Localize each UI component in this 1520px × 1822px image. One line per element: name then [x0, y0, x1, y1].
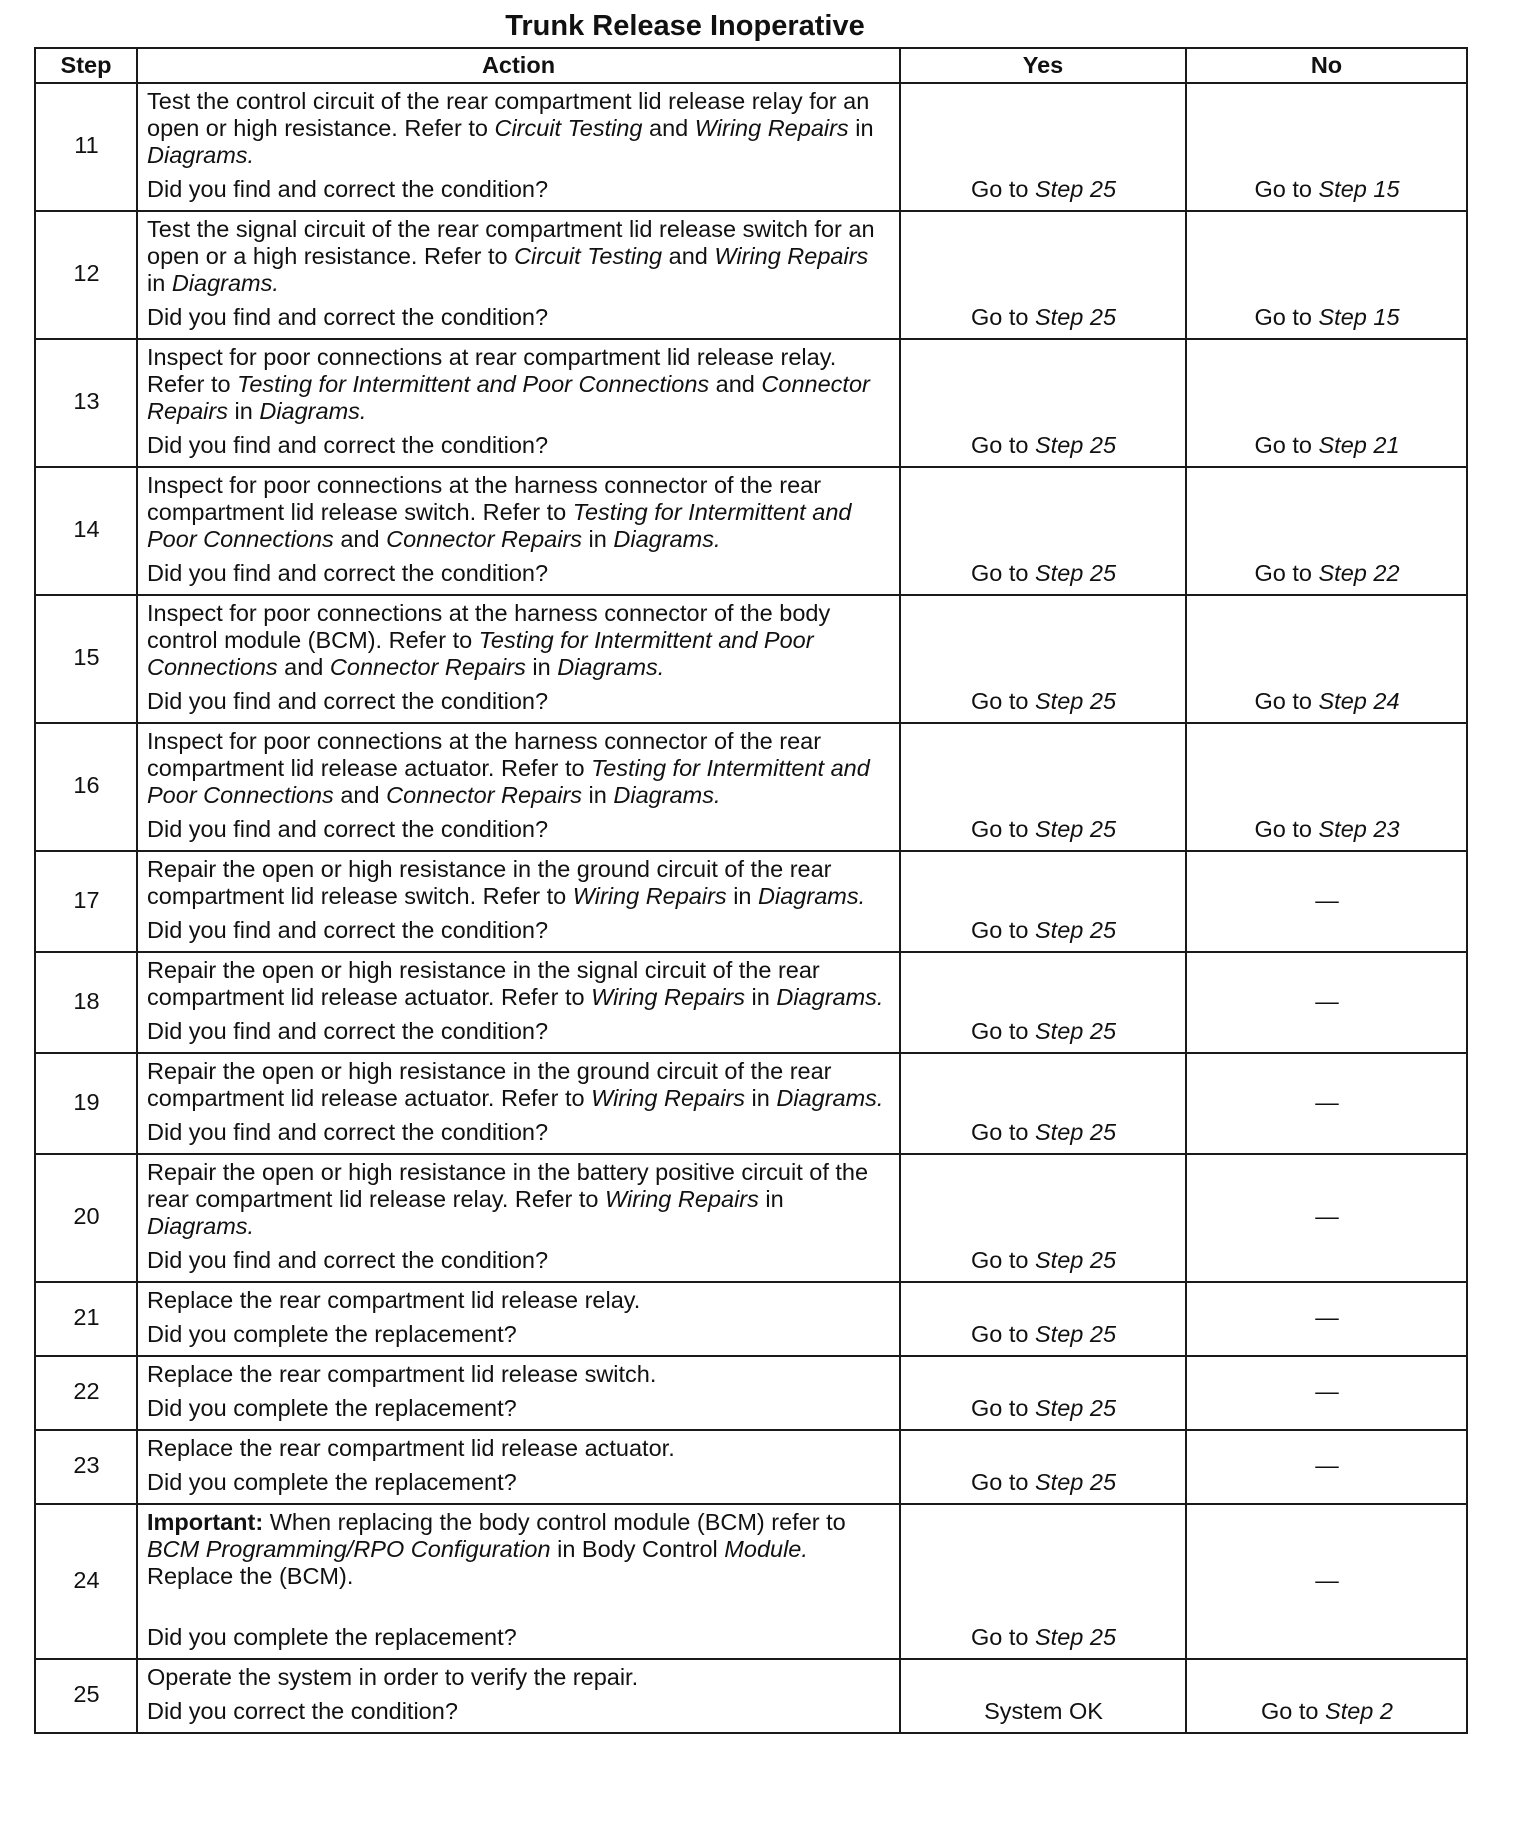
table-row: [35, 952, 1467, 1053]
no-dash: —: [1315, 1566, 1339, 1593]
yes-cell: [900, 1356, 1186, 1430]
goto-prefix: Go to: [970, 1624, 1035, 1650]
action-segment: in: [745, 984, 777, 1010]
action-segment: Testing for Intermittent and Poor Connections: [147, 627, 814, 680]
action-segment: in: [758, 1186, 784, 1212]
yes-step-link: Step 25: [1035, 432, 1117, 458]
action-cell: [137, 211, 900, 339]
action-segment: Replace the rear compartment lid release switch.: [147, 1361, 657, 1387]
action-question: Did you complete the replacement?: [147, 1321, 517, 1347]
goto-prefix: Go to: [970, 816, 1035, 842]
goto-prefix: Go to: [970, 1018, 1035, 1044]
table-row: [35, 1282, 1467, 1356]
table-row: [35, 595, 1467, 723]
action-text: [147, 472, 891, 553]
yes-cell: [900, 952, 1186, 1053]
table-row: [35, 1659, 1467, 1733]
yes-cell: [900, 1053, 1186, 1154]
action-segment: Repair the open or high resistance in the ground circuit of the rear compartment lid release switch. Refer to: [147, 856, 832, 909]
step-number: 25: [35, 1659, 137, 1733]
table-row: [35, 83, 1467, 211]
no-step-link: Step 22: [1318, 560, 1400, 586]
spacer: [147, 1590, 891, 1617]
action-question: Did you find and correct the condition?: [147, 1018, 549, 1044]
action-text: [147, 728, 891, 809]
action-segment: Testing for Intermittent and Poor Connections: [237, 371, 710, 397]
no-dash: —: [1315, 1452, 1339, 1478]
action-segment: Connector Repairs: [386, 782, 583, 808]
action-text: [147, 216, 891, 297]
table-row: [35, 851, 1467, 952]
action-segment: Operate the system in order to verify the repair.: [147, 1664, 639, 1690]
action-question: Did you complete the replacement?: [147, 1624, 517, 1650]
goto-prefix: Go to: [1254, 304, 1319, 330]
action-segment: and: [333, 782, 387, 808]
yes-cell: [900, 467, 1186, 595]
step-number: 15: [35, 595, 137, 723]
no-step-link: Step 24: [1318, 688, 1400, 714]
no-step-link: Step 15: [1318, 304, 1400, 330]
action-segment: Testing for Intermittent and Poor Connections: [147, 499, 852, 552]
action-segment: Wiring Repairs: [714, 243, 869, 269]
action-segment: Module.: [724, 1536, 808, 1562]
goto-prefix: Go to: [970, 304, 1035, 330]
step-number: 20: [35, 1154, 137, 1282]
header-action: Action: [137, 48, 900, 83]
action-question: Did you find and correct the condition?: [147, 560, 549, 586]
action-segment: Wiring Repairs: [694, 115, 849, 141]
action-question: Did you find and correct the condition?: [147, 1247, 549, 1273]
goto-prefix: Go to: [1254, 176, 1319, 202]
no-dash: —: [1315, 886, 1339, 913]
no-step-link: Step 21: [1318, 432, 1400, 458]
action-segment: Important:: [147, 1509, 264, 1535]
action-segment: Diagrams.: [776, 1085, 884, 1111]
action-segment: Repair the open or high resistance in the signal circuit of the rear compartment lid release actuator. Refer to: [147, 957, 820, 1010]
goto-prefix: Go to: [970, 1469, 1035, 1495]
step-number: 16: [35, 723, 137, 851]
action-segment: BCM Programming/RPO Configuration: [147, 1536, 551, 1562]
no-cell: [1186, 339, 1467, 467]
goto-prefix: Go to: [970, 176, 1035, 202]
step-number: 13: [35, 339, 137, 467]
step-number: 22: [35, 1356, 137, 1430]
action-cell: [137, 1356, 900, 1430]
step-number: 12: [35, 211, 137, 339]
yes-cell: [900, 851, 1186, 952]
action-segment: Circuit Testing: [514, 243, 663, 269]
action-segment: Diagrams.: [613, 526, 721, 552]
action-segment: in: [726, 883, 759, 909]
action-segment: Diagrams.: [171, 270, 279, 296]
step-number: 21: [35, 1282, 137, 1356]
action-text: [147, 1435, 891, 1462]
step-number: 18: [35, 952, 137, 1053]
goto-prefix: Go to: [1254, 432, 1319, 458]
step-number: 19: [35, 1053, 137, 1154]
goto-prefix: Go to: [1254, 560, 1319, 586]
action-segment: Diagrams.: [147, 1213, 255, 1239]
no-cell: [1186, 83, 1467, 211]
table-row: [35, 1356, 1467, 1430]
goto-prefix: Go to: [970, 1321, 1035, 1347]
yes-step-link: Step 25: [1035, 688, 1117, 714]
table-header-row: [35, 48, 1467, 83]
action-question: Did you find and correct the condition?: [147, 1119, 549, 1145]
table-row: [35, 211, 1467, 339]
no-cell: [1186, 952, 1467, 1053]
action-cell: [137, 83, 900, 211]
action-text: [147, 1058, 891, 1112]
yes-step-link: Step 25: [1035, 1469, 1117, 1495]
action-segment: in: [525, 654, 558, 680]
no-step-link: Step 15: [1318, 176, 1400, 202]
yes-cell: [900, 1282, 1186, 1356]
goto-prefix: Go to: [970, 1247, 1035, 1273]
action-segment: Testing for Intermittent and Poor Connections: [147, 755, 870, 808]
no-cell: [1186, 1356, 1467, 1430]
action-text: [147, 1361, 891, 1388]
action-cell: [137, 467, 900, 595]
action-cell: [137, 1053, 900, 1154]
action-question: Did you find and correct the condition?: [147, 917, 549, 943]
goto-prefix: Go to: [970, 432, 1035, 458]
no-cell: [1186, 1504, 1467, 1659]
action-cell: [137, 851, 900, 952]
goto-prefix: Go to: [970, 1119, 1035, 1145]
yes-cell: [900, 1504, 1186, 1659]
action-cell: [137, 1504, 900, 1659]
action-segment: Inspect for poor connections at the harness connector of the rear compartment lid release switch. Refer to: [147, 472, 822, 525]
no-cell: [1186, 211, 1467, 339]
no-cell: [1186, 1430, 1467, 1504]
action-segment: Test the signal circuit of the rear compartment lid release switch for an open or a high resistance. Refer to: [147, 216, 875, 269]
step-number: 23: [35, 1430, 137, 1504]
action-segment: and: [662, 243, 715, 269]
goto-prefix: Go to: [970, 688, 1035, 714]
no-step-link: Step 2: [1325, 1698, 1393, 1724]
action-segment: Diagrams.: [758, 883, 866, 909]
action-segment: Connector Repairs: [386, 526, 583, 552]
action-text: [147, 600, 891, 681]
table-row: [35, 723, 1467, 851]
action-question: Did you find and correct the condition?: [147, 304, 549, 330]
yes-step-link: Step 25: [1035, 1247, 1117, 1273]
yes-step-link: Step 25: [1035, 1018, 1117, 1044]
action-segment: Test the control circuit of the rear compartment lid release relay for an open or high resistance. Refer to: [147, 88, 870, 141]
action-question: Did you complete the replacement?: [147, 1395, 517, 1421]
table-row: [35, 1430, 1467, 1504]
action-question: Did you find and correct the condition?: [147, 176, 549, 202]
action-cell: [137, 723, 900, 851]
table-row: [35, 1053, 1467, 1154]
yes-cell: [900, 1430, 1186, 1504]
no-cell: [1186, 1282, 1467, 1356]
action-question: Did you find and correct the condition?: [147, 816, 549, 842]
yes-cell: [900, 1659, 1186, 1733]
no-dash: —: [1315, 987, 1339, 1014]
action-segment: and: [333, 526, 387, 552]
goto-prefix: Go to: [1254, 688, 1319, 714]
action-cell: [137, 339, 900, 467]
action-segment: Replace the rear compartment lid release relay.: [147, 1287, 641, 1313]
table-row: [35, 467, 1467, 595]
no-cell: [1186, 1154, 1467, 1282]
yes-step-link: Step 25: [1035, 560, 1117, 586]
no-dash: —: [1315, 1304, 1339, 1330]
page-title: Trunk Release Inoperative: [505, 10, 865, 42]
no-cell: [1186, 595, 1467, 723]
yes-result: System OK: [984, 1698, 1103, 1724]
action-segment: in: [582, 782, 614, 808]
yes-step-link: Step 25: [1035, 1395, 1117, 1421]
yes-step-link: Step 25: [1035, 1321, 1117, 1347]
header-yes: Yes: [900, 48, 1186, 83]
action-text: [147, 1159, 891, 1240]
yes-cell: [900, 339, 1186, 467]
goto-prefix: Go to: [1261, 1698, 1326, 1724]
action-cell: [137, 1154, 900, 1282]
action-segment: in: [582, 526, 614, 552]
yes-step-link: Step 25: [1035, 816, 1117, 842]
action-segment: in: [147, 270, 172, 296]
action-text: [147, 1664, 891, 1691]
action-segment: Repair the open or high resistance in the ground circuit of the rear compartment lid release actuator. Refer to: [147, 1058, 832, 1111]
action-segment: When replacing the body control module (BCM) refer to: [263, 1509, 846, 1535]
action-segment: in: [227, 398, 260, 424]
goto-prefix: Go to: [970, 560, 1035, 586]
action-segment: in: [745, 1085, 777, 1111]
yes-cell: [900, 211, 1186, 339]
yes-step-link: Step 25: [1035, 1119, 1117, 1145]
action-segment: Wiring Repairs: [572, 883, 727, 909]
action-segment: Diagrams.: [259, 398, 367, 424]
step-number: 11: [35, 83, 137, 211]
no-dash: —: [1315, 1378, 1339, 1404]
no-dash: —: [1315, 1203, 1339, 1229]
action-segment: Replace the rear compartment lid release actuator.: [147, 1435, 675, 1461]
action-segment: Wiring Repairs: [591, 1085, 745, 1111]
header-step: Step: [35, 48, 137, 83]
no-cell: [1186, 467, 1467, 595]
action-instruction: Replace the (BCM).: [147, 1563, 354, 1589]
action-segment: Circuit Testing: [494, 115, 643, 141]
step-number: 17: [35, 851, 137, 952]
action-segment: in: [848, 115, 874, 141]
action-segment: in Body Control: [550, 1536, 725, 1562]
action-segment: Diagrams.: [613, 782, 721, 808]
action-segment: Wiring Repairs: [605, 1186, 759, 1212]
action-segment: Connector Repairs: [329, 654, 526, 680]
step-number: 14: [35, 467, 137, 595]
no-step-link: Step 23: [1318, 816, 1400, 842]
action-segment: Diagrams.: [557, 654, 665, 680]
action-segment: and: [277, 654, 330, 680]
action-segment: Diagrams.: [776, 984, 884, 1010]
action-text: [147, 1287, 891, 1314]
action-segment: Diagrams.: [147, 142, 255, 168]
action-cell: [137, 952, 900, 1053]
action-text: [147, 856, 891, 910]
yes-step-link: Step 25: [1035, 1624, 1117, 1650]
action-segment: Inspect for poor connections at the harness connector of the rear compartment lid release actuator. Refer to: [147, 728, 822, 781]
no-cell: [1186, 723, 1467, 851]
yes-cell: [900, 1154, 1186, 1282]
yes-step-link: Step 25: [1035, 176, 1117, 202]
action-text: [147, 957, 891, 1011]
action-text: [147, 1509, 891, 1563]
goto-prefix: Go to: [1254, 816, 1319, 842]
step-number: 24: [35, 1504, 137, 1659]
action-cell: [137, 1282, 900, 1356]
yes-cell: [900, 595, 1186, 723]
action-question: Did you complete the replacement?: [147, 1469, 517, 1495]
yes-cell: [900, 723, 1186, 851]
action-question: Did you correct the condition?: [147, 1698, 458, 1724]
action-segment: Inspect for poor connections at rear compartment lid release relay. Refer to: [147, 344, 837, 397]
goto-prefix: Go to: [970, 1395, 1035, 1421]
table-row: [35, 1154, 1467, 1282]
header-no: No: [1186, 48, 1467, 83]
no-cell: [1186, 1659, 1467, 1733]
action-segment: Repair the open or high resistance in the battery positive circuit of the rear compartment lid release relay. Refer to: [147, 1159, 869, 1212]
action-segment: and: [642, 115, 695, 141]
action-question: Did you find and correct the condition?: [147, 688, 549, 714]
action-question: Did you find and correct the condition?: [147, 432, 549, 458]
table-row: [35, 1504, 1467, 1659]
action-segment: Connector Repairs: [147, 371, 870, 424]
action-text: [147, 88, 891, 169]
diagnostic-table: [34, 47, 1468, 1734]
action-cell: [137, 1659, 900, 1733]
action-segment: Inspect for poor connections at the harness connector of the body control module (BCM). Refer to: [147, 600, 831, 653]
action-cell: [137, 595, 900, 723]
goto-prefix: Go to: [970, 917, 1035, 943]
action-text: [147, 344, 891, 425]
no-cell: [1186, 851, 1467, 952]
action-segment: and: [709, 371, 762, 397]
action-segment: Wiring Repairs: [591, 984, 745, 1010]
no-dash: —: [1315, 1088, 1339, 1115]
table-row: [35, 339, 1467, 467]
yes-cell: [900, 83, 1186, 211]
action-cell: [137, 1430, 900, 1504]
yes-step-link: Step 25: [1035, 917, 1117, 943]
no-cell: [1186, 1053, 1467, 1154]
yes-step-link: Step 25: [1035, 304, 1117, 330]
